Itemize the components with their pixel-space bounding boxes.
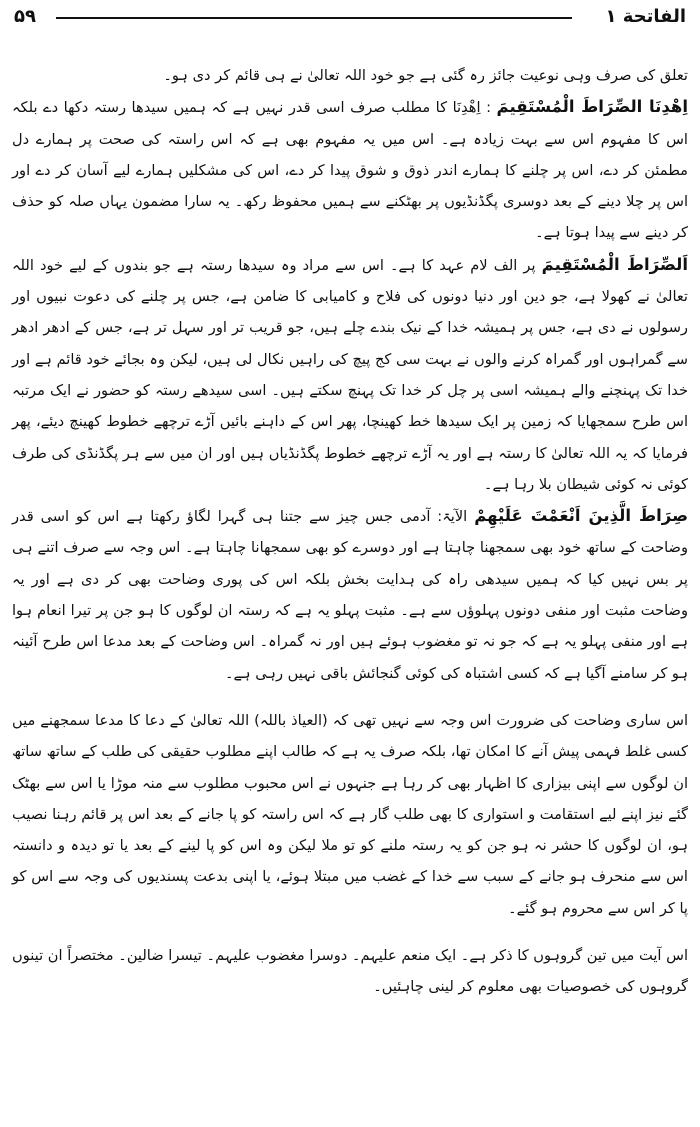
paragraph-alladhina-anamta	[12, 500, 688, 689]
paragraph-text: الآیۃ: آدمی جس چیز سے جتنا ہی گہرا لگاؤ رکھتا ہے اس کو اسی قدر وضاحت کے ساتھ خود بھی سمجھنا چاہتا ہے اور دوسرے کو بھی سمجھانا چاہتا ہے۔ اس وجہ سے صرف اتنے ہی پر بس نہیں کیا کہ ہمیں سیدھی راہ کی ہدایت بخش بلکہ اس کی پوری وضاحت بھی کر دی ہے اور یہ وضاحت مثبت اور منفی دونوں پہلوؤں سے ہے۔ مثبت پہلو یہ ہے کہ رستہ ان لوگوں کا ہو جن پر تیرا انعام ہوا ہے اور منفی پہلو یہ ہے کہ جو نہ تو مغضوب ہوئے ہیں اور نہ گمراہ۔ اس وضاحت کے بعد مدعا اس طرح آئینہ ہو کر سامنے آگیا ہے کہ کسی اشتباہ کی کوئی گنجائش باقی نہیں رہی ہے۔	[12, 508, 688, 682]
quranic-phrase: اَلصِّرَاطَ الْمُسْتَقِيمَ	[541, 254, 689, 274]
paragraph-explanation	[12, 705, 688, 924]
quranic-phrase: اِهْدِنَا الصِّرَاطَ الْمُسْتَقِيمَ	[496, 97, 688, 117]
body-text	[12, 60, 688, 1003]
paragraph-intro	[12, 60, 688, 91]
paragraph-sirat-mustaqeem	[12, 249, 688, 500]
paragraph-text: تعلق کی صرف وہی نوعیت جائز رہ گئی ہے جو خود اللہ تعالیٰ نے ہی قائم کر دی ہو۔	[163, 67, 688, 84]
paragraph-ihdina	[12, 91, 688, 248]
paragraph-text: اس ساری وضاحت کی ضرورت اس وجہ سے نہیں تھی کہ (العیاذ باللہ) اللہ تعالیٰ کے دعا کا مدعا سمجھنے میں کسی غلط فہمی پیش آنے کا امکان تھا، بلکہ صرف یہ ہے کہ طالب اپنے مطلوب حقیقی کی طلب کے ساتھ ساتھ ان لوگوں سے اپنی بیزاری کا اظہار بھی کر رہا ہے جنہوں نے اس محبوب مطلوب سے منہ موڑا یا اس سے بھٹک گئے نیز اپنے لیے استقامت و استواری کا بھی طلب گار ہے کہ اس راستہ کو پا جانے کے بعد اس پر قائم رہنا نصیب ہو، ان لوگوں کا حشر نہ ہو جن کو یہ رستہ ملنے کو تو ملا لیکن وہ اس کو پا لینے کے بعد یا تو دیدہ و دانستہ اس سے منحرف ہو جانے کے سبب سے خدا کے غضب میں مبتلا ہوئے، یا اپنی بدعت پسندیوں کی وجہ سے اس کو پا کر اس سے محروم ہو گئے۔	[12, 711, 688, 917]
paragraph-text: اس آیت میں تین گروہوں کا ذکر ہے۔ ایک منعم علیہم۔ دوسرا مغضوب علیہم۔ تیسرا ضالین۔ مختصراً ان تینوں گروہوں کی خصوصیات بھی معلوم کر لینی چاہئیں۔	[12, 947, 688, 996]
paragraph-text: : اِھْدِنَا کا مطلب صرف اسی قدر نہیں ہے کہ ہمیں سیدھا رستہ دکھا دے بلکہ اس کا مفہوم اس سے بہت زیادہ ہے۔ اس میں یہ مفہوم بھی ہے کہ اس راستہ کی صحت پر ہمارے دل مطمئن کر دے، اس پر چلنے کا ہمارے اندر ذوق و شوق پیدا کر دے، اس کی مشکلیں ہمارے لیے آسان کر دے اور اس پر چلا دینے کے بعد دوسری پگڈنڈیوں پر بھٹکنے سے ہمیں محفوظ رکھ۔ یہ سارا مضمون یہاں صلہ کو حذف کر دینے سے پیدا ہوتا ہے۔	[12, 99, 688, 242]
header-rule	[56, 17, 572, 19]
paragraph-three-groups	[12, 940, 688, 1003]
paragraph-text: پر الف لام عہد کا ہے۔ اس سے مراد وہ سیدھا رستہ ہے جو بندوں کے لیے خود اللہ تعالیٰ نے کھولا ہے، جو دین اور دنیا دونوں کی فلاح و کامیابی کا ضامن ہے، جس پر چلنے کی دعوت نبیوں اور رسولوں نے دی ہے، جس پر ہمیشہ خدا کے نیک بندے چلے ہیں، جو قریب تر اور سہل تر ہے، جس کے ادھر ادھر سے گمراہوں اور گمراہ کرنے والوں نے بہت سی کج پیچ کی راہیں نکال لی ہیں، لیکن وہ بجائے خود قائم ہے اور خدا تک پہنچنے والے ہمیشہ اسی پر چل کر خدا تک پہنچ سکتے ہیں۔ اسی سیدھے رستہ کو حضور نے ایک مرتبہ اس طرح سمجھایا کہ زمین پر ایک سیدھا خط کھینچا، پھر اس کے داہنے بائیں آڑے ترچھے خطوط کھینچ دیئے، پھر فرمایا کہ یہ اللہ تعالیٰ کا رستہ ہے اور یہ آڑے ترچھے خطوط پگڈنڈیاں ہیں اور ان میں سے ہر پگڈنڈی کی طرف کوئی نہ کوئی شیطان بلا رہا ہے۔	[12, 256, 688, 493]
quranic-phrase: صِرَاطَ الَّذِينَ اَنْعَمْتَ عَلَيْهِمْ	[474, 506, 689, 526]
running-title: الفاتحة ۱	[605, 6, 686, 27]
page-header	[12, 6, 688, 30]
page-number: ۵۹	[14, 6, 36, 27]
